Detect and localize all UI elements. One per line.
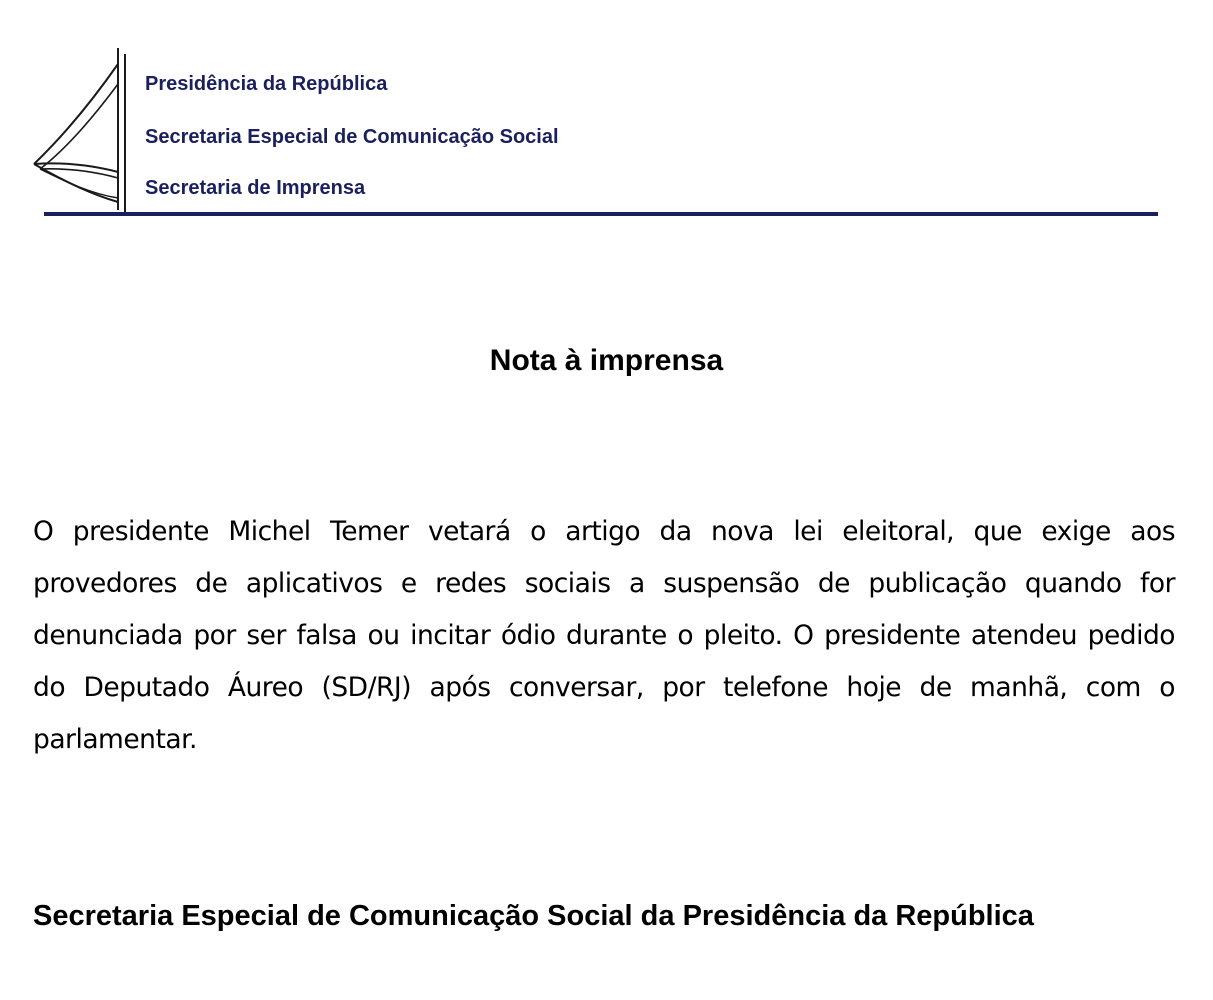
document-signature: Secretaria Especial de Comunicação Social da Presidência da República (33, 900, 1034, 932)
letterhead-press-office: Secretaria de Imprensa (145, 177, 366, 199)
letterhead-presidency: Presidência da República (145, 73, 388, 95)
letterhead (0, 0, 1213, 230)
document-body: O presidente Michel Temer vetará o artigo da nova lei eleitoral, que exige aos provedores de aplicativos e redes sociais a suspensão de publicação quando for denunciada por ser falsa ou incitar ódio durante o pleito. O presidente atendeu pedido do Deputado Áureo (SD/RJ) após conversar, por telefone hoje de manhã, com o parlamentar. (33, 516, 1175, 755)
presidency-emblem-icon (30, 44, 140, 216)
letterhead-divider (44, 212, 1158, 216)
letterhead-secretariat: Secretaria Especial de Comunicação Social (145, 126, 559, 148)
document-title: Nota à imprensa (489, 344, 724, 377)
